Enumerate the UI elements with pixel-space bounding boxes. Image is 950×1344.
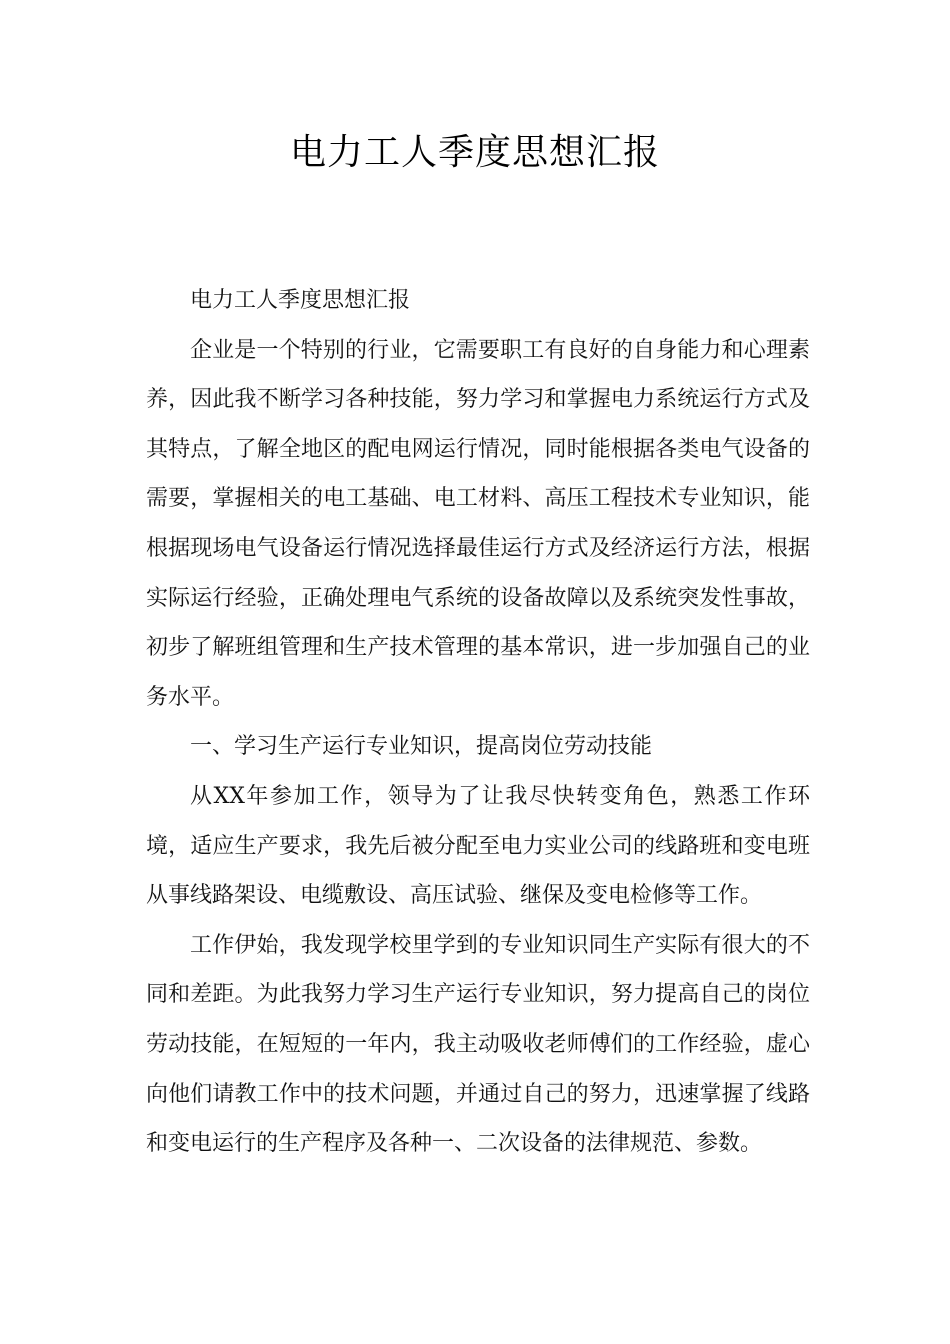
section-heading-1: 一、学习生产运行专业知识，提高岗位劳动技能 [190, 734, 653, 760]
document-body [146, 276, 810, 1169]
document-title: 电力工人季度思想汇报 [289, 132, 660, 173]
paragraph-learning: 工作伊始，我发现学校里学到的专业知识同生产实际有很大的不同和差距。为此我努力学习生产运行专业知识，努力提高自己的岗位劳动技能，在短短的一年内，我主动吸收老师傅们的工作经验，虚心向他们请教工作中的技术问题，并通过自己的努力，迅速掌握了线路和变电运行的生产程序及各种一、二次设备的法律规范、参数。 [146, 932, 810, 1157]
paragraph-intro: 企业是一个特别的行业，它需要职工有良好的自身能力和心理素养，因此我不断学习各种技能，努力学习和掌握电力系统运行方式及其特点，了解全地区的配电网运行情况，同时能根据各类电气设备的需要，掌握相关的电工基础、电工材料、高压工程技术专业知识，能根据现场电气设备运行情况选择最佳运行方式及经济运行方法，根据实际运行经验，正确处理电气系统的设备故障以及系统突发性事故，初步了解班组管理和生产技术管理的基本常识，进一步加强自己的业务水平。 [146, 337, 810, 710]
paragraph-subtitle: 电力工人季度思想汇报 [190, 288, 411, 313]
paragraph-work-start: 从XX年参加工作，领导为了让我尽快转变角色，熟悉工作环境，适应生产要求，我先后被分配至电力实业公司的线路班和变电班从事线路架设、电缆敷设、高压试验、继保及变电检修等工作。 [146, 783, 810, 909]
